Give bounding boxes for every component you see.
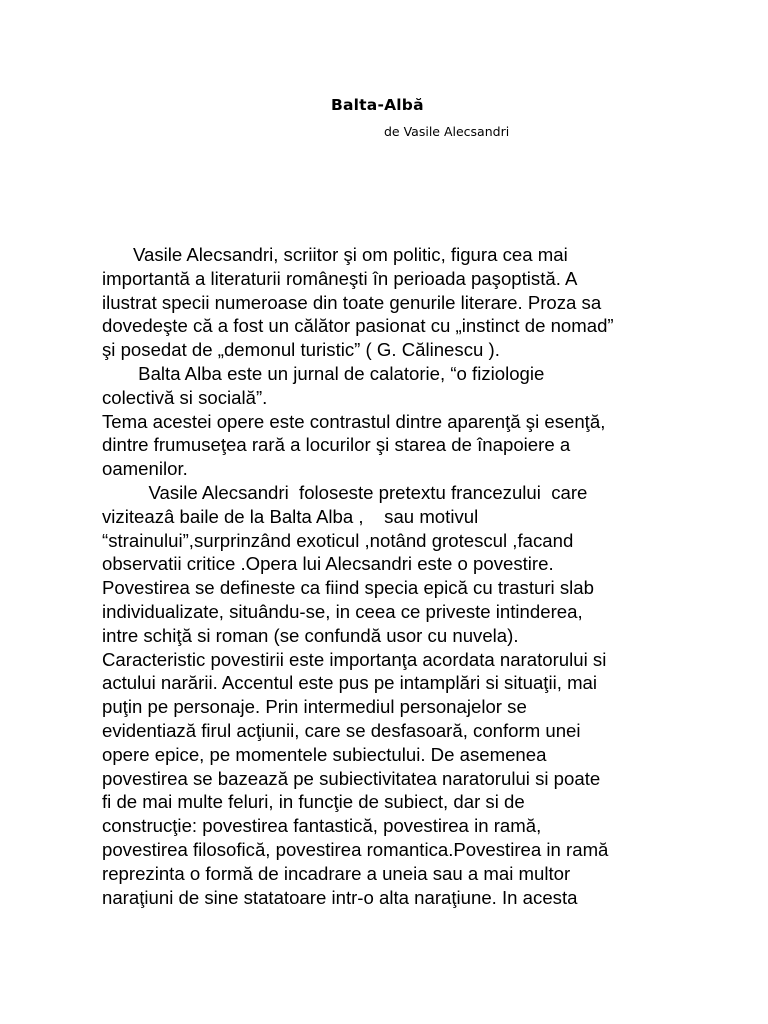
text-line: Vasile Alecsandri foloseste pretextu francezului care <box>102 481 588 503</box>
document-title: Balta-Albă <box>331 96 424 114</box>
text-line: Vasile Alecsandri, scriitor şi om politic, figura cea mai <box>102 244 568 265</box>
text-line: opere epice, pe momentele subiectului. De asemenea <box>102 743 547 765</box>
text-line: oamenilor. <box>102 458 188 480</box>
text-line: Caracteristic povestirii este importanţa acordata naratorului si <box>102 648 607 670</box>
text-line: dintre frumuseţea rară a locurilor şi starea de înapoiere a <box>102 434 571 456</box>
text-line: “strainului”,surprinzând exoticul ,notând grotescul ,facand <box>102 529 574 551</box>
document-author: de Vasile Alecsandri <box>384 124 510 139</box>
text-line: construcţie: povestirea fantastică, povestirea in ramă, <box>102 815 542 837</box>
text-line: dovedeşte că a fost un călător pasionat cu „instinct de nomad” <box>102 315 614 337</box>
text-line: povestirea filosofică, povestirea romantica.Povestirea in ramă <box>102 838 609 860</box>
text-line: intre schiţă si roman (se confundă usor cu nuvela). <box>102 624 519 646</box>
text-line: puţin pe personaje. Prin intermediul personajelor se <box>102 696 527 718</box>
text-line: naraţiuni de sine statatoare intr-o alta naraţiune. In acesta <box>102 886 578 908</box>
text-line: ilustrat specii numeroase din toate genurile literare. Proza sa <box>102 291 602 313</box>
text-line: importantă a literaturii româneşti în perioada paşoptistă. A <box>102 267 578 289</box>
text-line: reprezinta o formă de incadrare a uneia sau a mai multor <box>102 862 571 884</box>
text-line: actului narării. Accentul este pus pe intamplări si situaţii, mai <box>102 672 598 694</box>
text-line: evidentiază firul acţiunii, care se desfasoară, conform unei <box>102 719 581 741</box>
text-line: fi de mai multe feluri, in funcţie de subiect, dar si de <box>102 791 525 813</box>
text-line: observatii critice .Opera lui Alecsandri este o povestire. <box>102 553 554 575</box>
text-line: individualizate, situându-se, in ceea ce priveste intinderea, <box>102 600 583 622</box>
text-line: povestirea se bazează pe subiectivitatea naratorului si poate <box>102 767 601 789</box>
text-line: Tema acestei opere este contrastul dintre aparenţă şi esenţă, <box>102 410 606 432</box>
document-body <box>102 243 702 909</box>
text-line: Povestirea se defineste ca fiind specia epică cu trasturi slab <box>102 577 594 599</box>
text-line: viziteazâ baile de la Balta Alba , sau motivul <box>102 505 479 527</box>
text-line: Balta Alba este un jurnal de calatorie, “o fiziologie <box>102 362 545 384</box>
text-line: colectivă si socială”. <box>102 386 268 408</box>
text-line: şi posedat de „demonul turistic” ( G. Călinescu ). <box>102 339 500 361</box>
